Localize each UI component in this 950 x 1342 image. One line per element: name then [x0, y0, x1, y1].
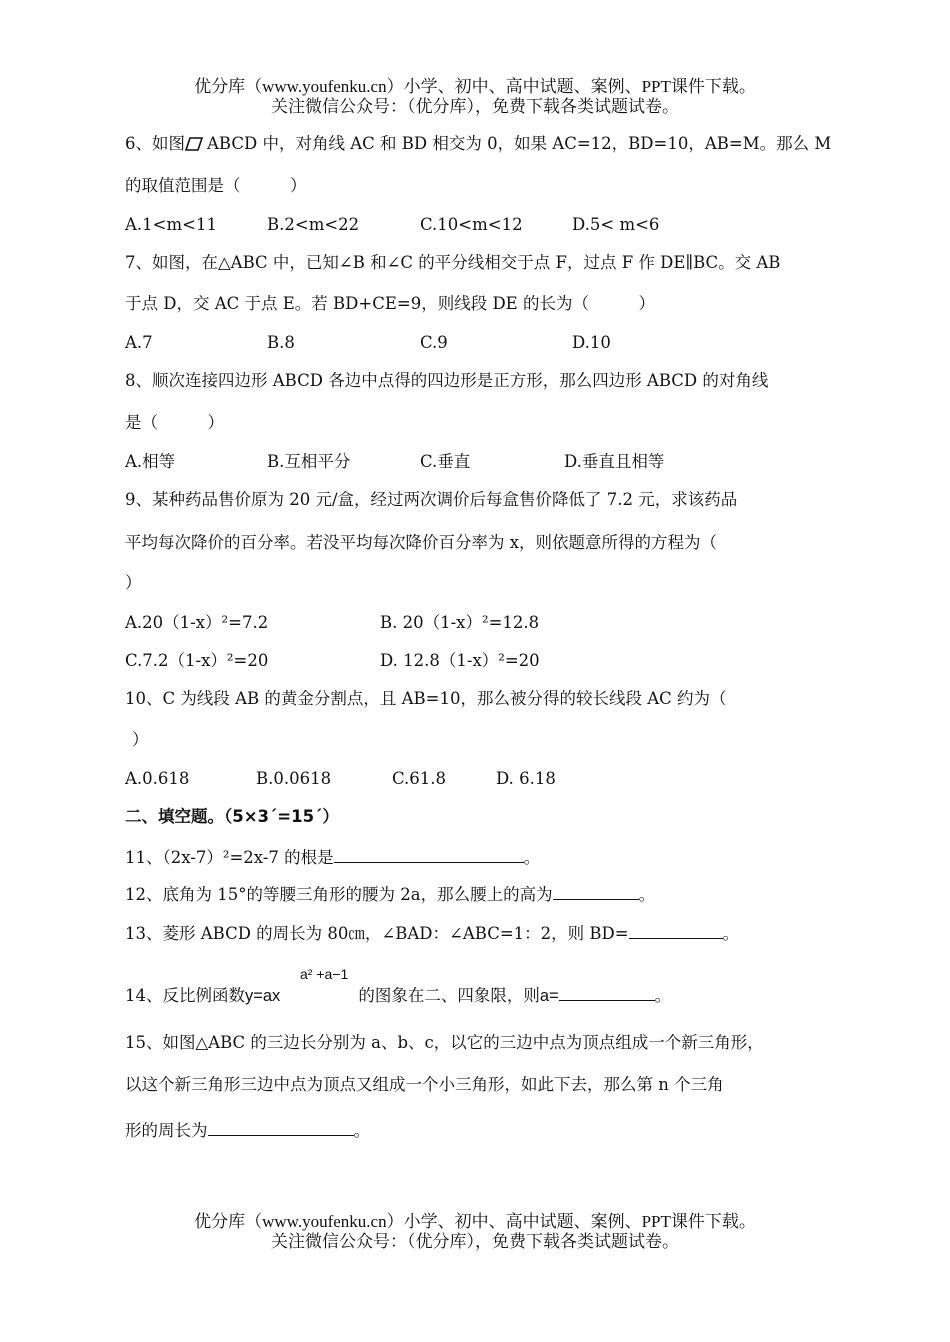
q9-line-2: 平均每次降价的百分率。若没平均每次降价百分率为 x，则依题意所得的方程为（ — [125, 533, 718, 552]
q10-option-c: C.61.8 — [392, 769, 447, 788]
q8-line-2: 是（ ） — [125, 413, 224, 432]
q15-end: 。 — [353, 1121, 370, 1140]
q11-end: 。 — [523, 848, 541, 867]
q8-line-1: 8、顺次连接四边形 ABCD 各边中点得的四边形是正方形，那么四边形 ABCD 的对角线 — [125, 371, 769, 390]
q13-line — [125, 920, 739, 945]
q8-option-d: D.垂直且相等 — [564, 452, 665, 471]
q10-option-b: B.0.0618 — [256, 769, 332, 788]
q9-option-a: A.20（1-x）²=7.2 — [125, 613, 269, 632]
q8-option-b: B.互相平分 — [267, 452, 351, 471]
page-footer — [0, 1212, 950, 1252]
q14-exponent: a² +a−1 — [300, 966, 349, 982]
q6-line-1 — [125, 133, 831, 155]
q6-option-b: B.2<m<22 — [267, 215, 360, 234]
q11-text: 11、（2x-7）²=2x-7 的根是 — [125, 848, 334, 867]
q6-text-b: ABCD 中，对角线 AC 和 BD 相交为 0，如果 AC=12，BD=10，AB=M。那么 M — [207, 134, 832, 153]
q6-line-2: 的取值范围是（ ） — [125, 176, 307, 195]
parallelogram-icon — [185, 136, 203, 150]
q13-answer-blank[interactable] — [629, 920, 723, 939]
q9-option-b: B. 20（1-x）²=12.8 — [380, 613, 540, 632]
q6-option-d: D.5< m<6 — [572, 215, 660, 234]
q12-end: 。 — [638, 885, 656, 904]
q14-function: y=ax — [245, 987, 281, 1005]
q7-line-2: 于点 D，交 AC 于点 E。若 BD+CE=9，则线段 DE 的长为（ ） — [125, 294, 655, 313]
q15-line-2: 以这个新三角形三边中点为顶点又组成一个小三角形，如此下去，那么第 n 个三角 — [125, 1075, 724, 1094]
q14-answer-blank[interactable] — [559, 982, 655, 1001]
q6-text-a: 6、如图 — [125, 134, 185, 153]
q7-option-c: C.9 — [420, 333, 448, 352]
q8-option-a: A.相等 — [125, 452, 176, 471]
q15-answer-blank[interactable] — [208, 1117, 354, 1136]
q8-option-c: C.垂直 — [420, 452, 471, 471]
q11-line — [125, 844, 540, 869]
q15-line-3 — [125, 1117, 370, 1142]
q6-option-c: C.10<m<12 — [420, 215, 523, 234]
q13-end: 。 — [722, 924, 740, 943]
section-2-title: 二、填空题。（5×3´=15´） — [125, 807, 339, 826]
q10-option-a: A.0.618 — [125, 769, 190, 788]
q13-text: 13、菱形 ABCD 的周长为 80㎝，∠BAD：∠ABC=1：2，则 BD= — [125, 924, 629, 943]
header-line-2: 关注微信公众号：（优分库），免费下载各类试题试卷。 — [271, 97, 679, 116]
q7-option-b: B.8 — [267, 333, 295, 352]
q9-line-3: ） — [125, 573, 142, 592]
q12-answer-blank[interactable] — [553, 881, 639, 900]
q10-line-2: ） — [132, 730, 149, 749]
footer-line-2: 关注微信公众号：（优分库），免费下载各类试题试卷。 — [271, 1232, 679, 1251]
footer-line-1: 优分库（www.youfenku.cn）小学、初中、高中试题、案例、PPT课件下载。 — [194, 1212, 756, 1231]
q15-line-1: 15、如图△ABC 的三边长分别为 a、b、c，以它的三边中点为顶点组成一个新三角形， — [125, 1033, 764, 1052]
q9-option-c: C.7.2（1-x）²=20 — [125, 651, 269, 670]
q14-line — [125, 982, 671, 1007]
header-line-1: 优分库（www.youfenku.cn）小学、初中、高中试题、案例、PPT课件下载。 — [194, 77, 756, 96]
q7-option-a: A.7 — [125, 333, 153, 352]
q14-text-a: 14、反比例函数 — [125, 986, 245, 1005]
q12-text: 12、底角为 15°的等腰三角形的腰为 2a，那么腰上的高为 — [125, 885, 553, 904]
q9-option-d: D. 12.8（1-x）²=20 — [380, 651, 540, 670]
q11-answer-blank[interactable] — [334, 844, 524, 863]
q6-option-a: A.1<m<11 — [125, 215, 217, 234]
q14-end: 。 — [654, 986, 672, 1005]
q7-option-d: D.10 — [572, 333, 611, 352]
q14-text-b: 的图象在二、四象限，则 — [358, 986, 540, 1005]
q10-option-d: D. 6.18 — [496, 769, 556, 788]
q10-line-1: 10、C 为线段 AB 的黄金分割点，且 AB=10，那么被分得的较长线段 AC 约为（ — [125, 689, 727, 708]
q15-text: 形的周长为 — [125, 1121, 208, 1140]
q9-line-1: 9、某种药品售价原为 20 元/盒，经过两次调价后每盒售价降低了 7.2 元，求该药品 — [125, 490, 738, 509]
q12-line — [125, 881, 655, 906]
q7-line-1: 7、如图，在△ABC 中，已知∠B 和∠C 的平分线相交于点 F，过点 F 作 DE∥BC。交 AB — [125, 253, 781, 272]
q14-variable: a= — [539, 987, 559, 1005]
page-header — [0, 77, 950, 117]
